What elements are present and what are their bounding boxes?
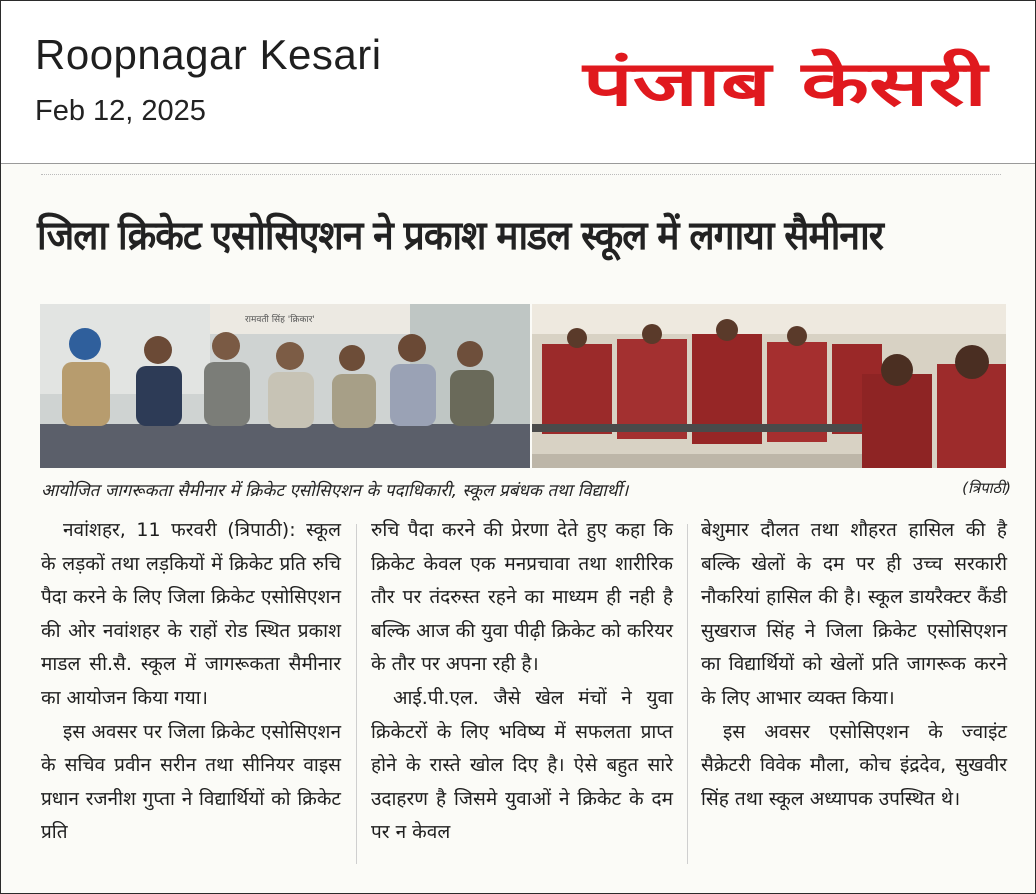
paragraph: इस अवसर एसोसिएशन के ज्वाइंट सैक्रेटरी विवेक मौला, कोच इंद्रदेव, सुखवीर सिंह तथा स्कूल अध्यापक उपस्थित थे। xyxy=(701,720,1007,810)
newspaper-logo-text: पंजाब केसरी xyxy=(581,47,990,120)
paragraph: इस अवसर पर जिला क्रिकेट एसोसिएशन के सचिव प्रवीन सरीन तथा सीनियर वाइस प्रधान रजनीश गुप्ता ने विद्यार्थियों को क्रिकेट प्रति xyxy=(41,720,341,844)
article-column-3 xyxy=(701,514,1007,816)
publication-date: Feb 12, 2025 xyxy=(35,95,206,127)
column-divider xyxy=(687,524,688,864)
fold-line xyxy=(41,164,1001,175)
article-headline: जिला क्रिकेट एसोसिएशन ने प्रकाश माडल स्कूल में लगाया सैमीनार xyxy=(37,213,884,259)
caption-text: आयोजित जागरूकता सैमीनार में क्रिकेट एसोसिएशन के पदाधिकारी, स्कूल प्रबंधक तथा विद्यार्थी। xyxy=(41,481,629,501)
paragraph: बेशुमार दौलत तथा शौहरत हासिल की है बल्कि खेलों के दम पर ही उच्च सरकारी नौकरियां हासिल की है। स्कूल डायरैक्टर कैंडी सुखराज सिंह ने जिला क्रिकेट एसोसिएशन का विद्यार्थियों को खेलों प्रति जागरूक करने के लिए आभार व्यक्त किया। xyxy=(701,519,1007,709)
newspaper-logo xyxy=(579,39,993,125)
paragraph: आई.पी.एल. जैसे खेल मंचों ने युवा क्रिकेटरों के लिए भविष्य में सफलता प्राप्त होने के रास्ते खोल दिए है। ऐसे बहुत सारे उदाहरण है जिसमे युवाओं ने क्रिकेट के दम पर न केवल xyxy=(371,686,673,844)
photo-credit: (त्रिपाठी) xyxy=(962,479,1011,497)
paragraph: रुचि पैदा करने की प्रेरणा देते हुए कहा कि क्रिकेट केवल एक मनप्रचावा तथा शारीरिक तौर पर तंदरुस्त रहने का माध्यम ही नही है बल्कि आज की युवा पीढ़ी क्रिकेट को करियर के तौर पर अपना रही है। xyxy=(371,519,673,676)
paragraph: नवांशहर, 11 फरवरी (त्रिपाठी): स्कूल के लड़कों तथा लड़कियों में क्रिकेट प्रति रुचि पैदा करने के लिए जिला क्रिकेट एसोसिएशन की ओर नवांशहर के राहों रोड स्थित प्रकाश माडल सी.सै. स्कूल में जागरूकता सैमीनार का आयोजन किया गया। xyxy=(41,519,341,709)
column-divider xyxy=(356,524,357,864)
students-photo xyxy=(532,304,1006,468)
photo-banner-text: रामवती सिंह 'क्रिकार' xyxy=(245,315,315,325)
photo-caption xyxy=(41,478,1011,501)
article-column-2 xyxy=(371,514,673,850)
source-title: Roopnagar Kesari xyxy=(35,31,382,78)
newspaper-clipping xyxy=(1,164,1035,893)
officials-photo xyxy=(40,304,530,468)
article-column-1 xyxy=(41,514,341,850)
header xyxy=(1,1,1035,164)
